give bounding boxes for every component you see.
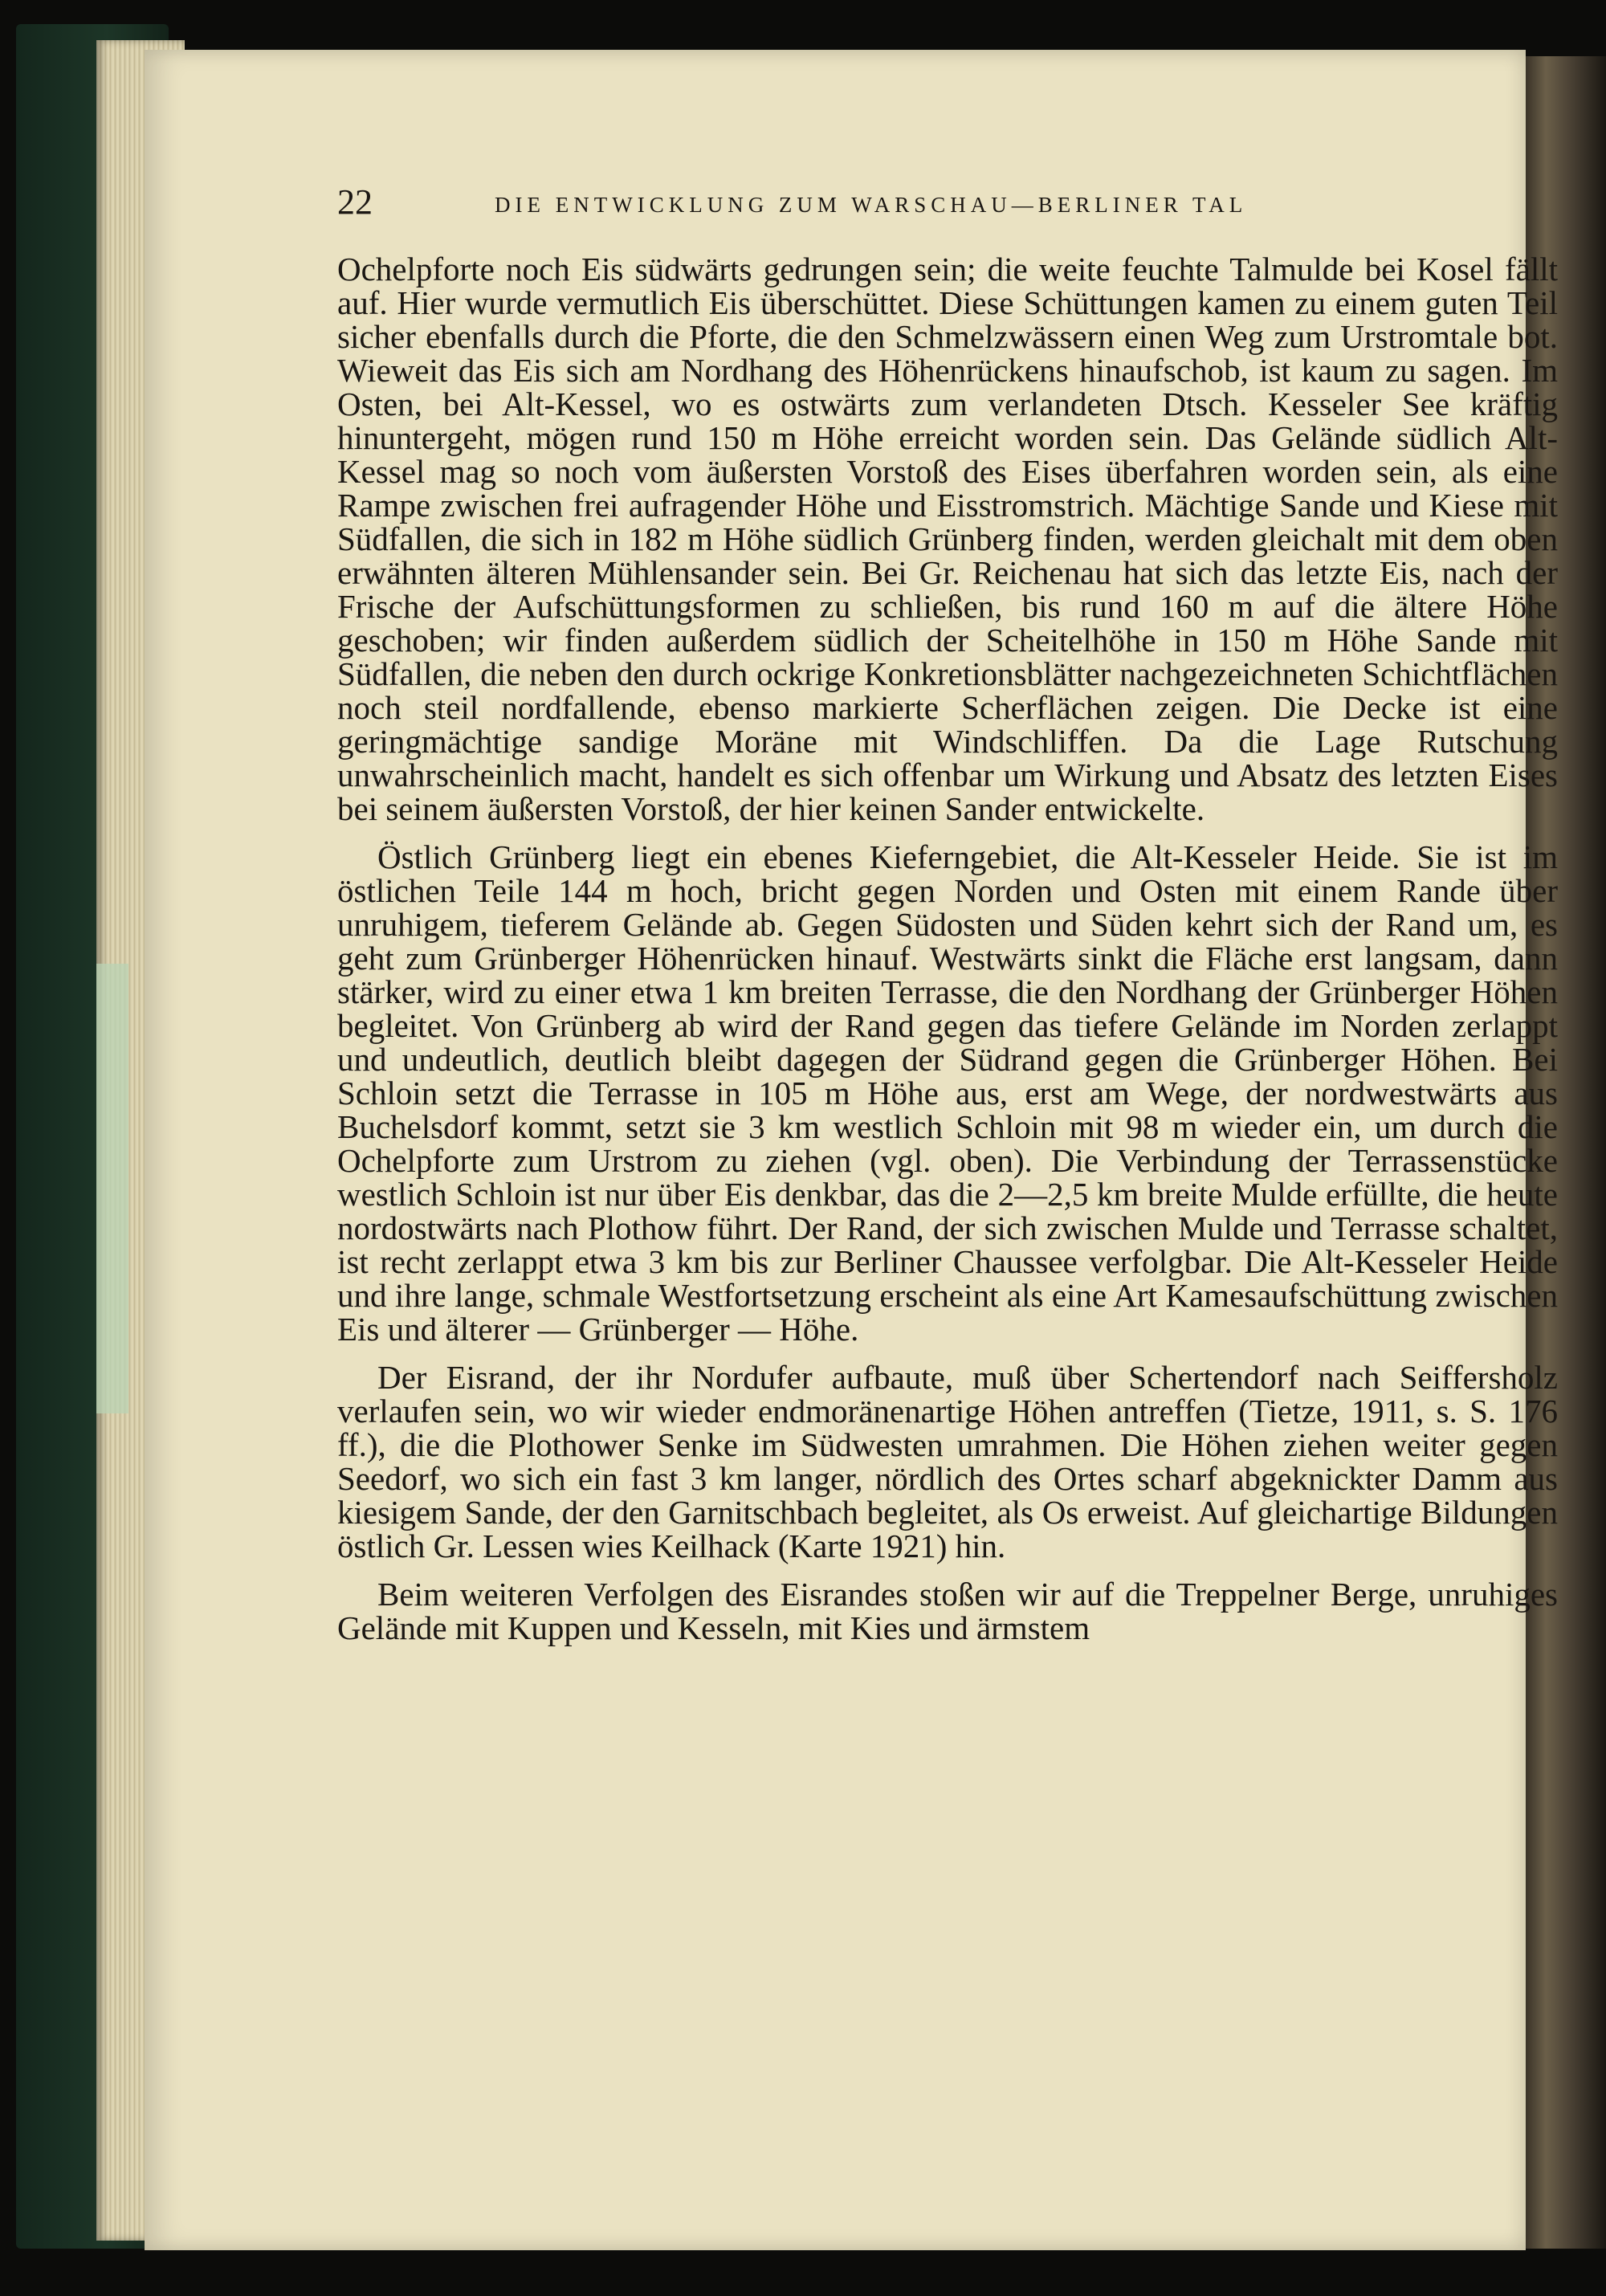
paragraph-3: Der Eisrand, der ihr Nordufer aufbaute, muß über Schertendorf nach Seiffersholz verlaufen sein, wo wir wieder endmoränenartige Höhen antreffen (Tietze, 1911, s. S. 176 ff.), die die Plothower Senke im Südwesten umrahmen. Die Höhen ziehen weiter gegen Seedorf, wo sich ein fast 3 km langer, nördlich des Ortes scharf abgeknickter Damm aus kiesigem Sande, der den Garnitschbach begleitet, als Os erweist. Auf gleichartige Bildungen östlich Gr. Lessen wies Keilhack (Karte 1921) hin. [337, 1359, 1558, 1564]
paragraph-4: Beim weiteren Verfolgen des Eisrandes stoßen wir auf die Treppelner Berge, unruhiges Gelände mit Kuppen und Kesseln, mit Kies und ärmstem [337, 1576, 1558, 1646]
book-page [145, 50, 1558, 2250]
body-text [337, 252, 1558, 1659]
paragraph-1: Ochelpforte noch Eis südwärts gedrungen sein; die weite feuchte Talmulde bei Kosel fällt auf. Hier wurde vermutlich Eis überschüttet. Diese Schüttungen kamen zu einem guten Teil sicher ebenfalls durch die Pforte, die den Schmelzwässern einen Weg zum Urstromtale bot. Wieweit das Eis sich am Nordhang des Höhenrückens hinaufschob, ist kaum zu sagen. Im Osten, bei Alt-Kessel, wo es ostwärts zum verlandeten Dtsch. Kesseler See kräftig hinuntergeht, mögen rund 150 m Höhe erreicht worden sein. Das Gelände südlich Alt-Kessel mag so noch vom äußersten Vorstoß des Eises überfahren worden sein, als eine Rampe zwischen frei aufragender Höhe und Eisstromstrich. Mächtige Sande und Kiese mit Südfallen, die sich in 182 m Höhe südlich Grünberg finden, werden gleichalt mit dem oben erwähnten älteren Mühlensander sein. Bei Gr. Reichenau hat sich das letzte Eis, nach der Frische der Aufschüttungsformen zu schließen, bis rund 160 m auf die ältere Höhe geschoben; wir finden außerdem südlich der Scheitelhöhe in 150 m Höhe Sande mit Südfallen, die neben den durch ockrige Konkretionsblätter nachgezeichneten Schichtflächen noch steil nordfallende, ebenso markierte Scherflächen zeigen. Die Decke ist eine geringmächtige sandige Moräne mit Windschliffen. Da die Lage Rutschung unwahrscheinlich macht, handelt es sich offenbar um Wirkung und Absatz des letzten Eises bei seinem äußersten Vorstoß, der hier keinen Sander entwickelte. [337, 251, 1558, 827]
page-number: 22 [337, 182, 373, 222]
page-content [337, 50, 1574, 2250]
running-title: DIE ENTWICKLUNG ZUM WARSCHAU—BERLINER TAL [495, 193, 1248, 217]
page-header [337, 178, 1574, 226]
paragraph-2: Östlich Grünberg liegt ein ebenes Kieferngebiet, die Alt-Kesseler Heide. Sie ist im östlichen Teile 144 m hoch, bricht gegen Norden und Osten mit einem Rande über unruhigem, tieferem Gelände ab. Gegen Südosten und Süden kehrt sich der Rand um, es geht zum Grünberger Höhenrücken hinauf. Westwärts sinkt die Fläche erst langsam, dann stärker, wird zu einer etwa 1 km breiten Terrasse, die den Nordhang der Grünberger Höhen begleitet. Von Grünberg ab wird der Rand gegen das tiefere Gelände im Norden zerlappt und undeutlich, deutlich bleibt dagegen der Südrand gegen die Grünberger Höhen. Bei Schloin setzt die Terrasse in 105 m Höhe aus, erst am Wege, der nordwestwärts aus Buchelsdorf kommt, setzt sie 3 km westlich Schloin mit 98 m wieder ein, um durch die Ochelpforte zum Urstrom zu ziehen (vgl. oben). Die Verbindung der Terrassenstücke westlich Schloin ist nur über Eis denkbar, das die 2—2,5 km breite Mulde erfüllte, die heute nordostwärts nach Plothow führt. Der Rand, der sich zwischen Mulde und Terrasse schaltet, ist recht zerlappt etwa 3 km bis zur Berliner Chaussee verfolgbar. Die Alt-Kesseler Heide und ihre lange, schmale Westfortsetzung erscheint als eine Art Kamesaufschüttung zwischen Eis und älterer — Grünberger — Höhe. [337, 838, 1558, 1348]
bookmark-strip [96, 964, 128, 1413]
